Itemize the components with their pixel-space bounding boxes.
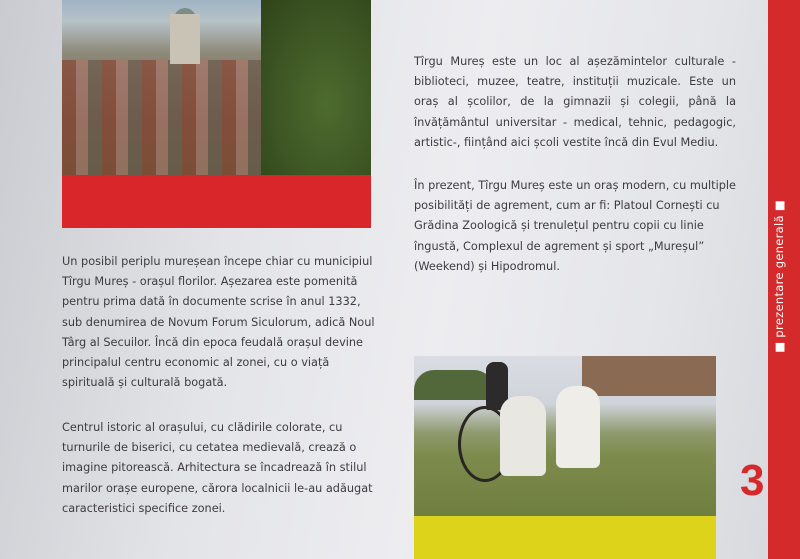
section-label-text: ■ prezentare generală ■ (772, 200, 786, 353)
horse-carriage-photo (414, 356, 716, 516)
section-label (772, 200, 798, 353)
left-paragraph-2: Centrul istoric al orașului, cu clădirile colorate, cu turnurile de biserici, cu cetatea medievală, crează o imagine pitorească. Arhitectura se încadrează în stilul marilor orașe europene, cărora localnicii le-au adăugat caracteristici specifice zonei. (62, 421, 373, 515)
red-accent-band (62, 175, 371, 228)
left-paragraph-1: Un posibil periplu mureșean începe chiar cu municipiul Tîrgu Mureș - orașul florilor. Așezarea este pomenită pentru prima dată în documente scrise în anul 1332, sub denumirea de Novum Forum Siculorum, adică Noul Târg al Secuilor. Încă din epoca feudală orașul devine principalul centru economic al zonei, cu o viață spirituală și culturală bogată. (62, 255, 375, 390)
city-panorama-photo (62, 0, 371, 175)
page-number: 3 (740, 456, 765, 505)
right-paragraph-1: Tîrgu Mureș este un loc al așezămintelor culturale - biblioteci, muzee, teatre, instituții muzicale. Este un oraș al școlilor, de la gimnazii și colegii, până la învățământul universitar - medical, tehnic, pedagogic, artistic-, ființând aici școli vestite încă din Evul Mediu. (414, 55, 736, 149)
right-paragraph-2: În prezent, Tîrgu Mureș este un oraș modern, cu multiple posibilități de agrement, cum ar fi: Platoul Cornești cu Grădina Zoologică și trenulețul pentru copii cu linie îngustă, Complexul de agrement și sport „Mureșul” (Weekend) și Hipodromul. (414, 179, 736, 273)
yellow-accent-band (414, 516, 716, 559)
